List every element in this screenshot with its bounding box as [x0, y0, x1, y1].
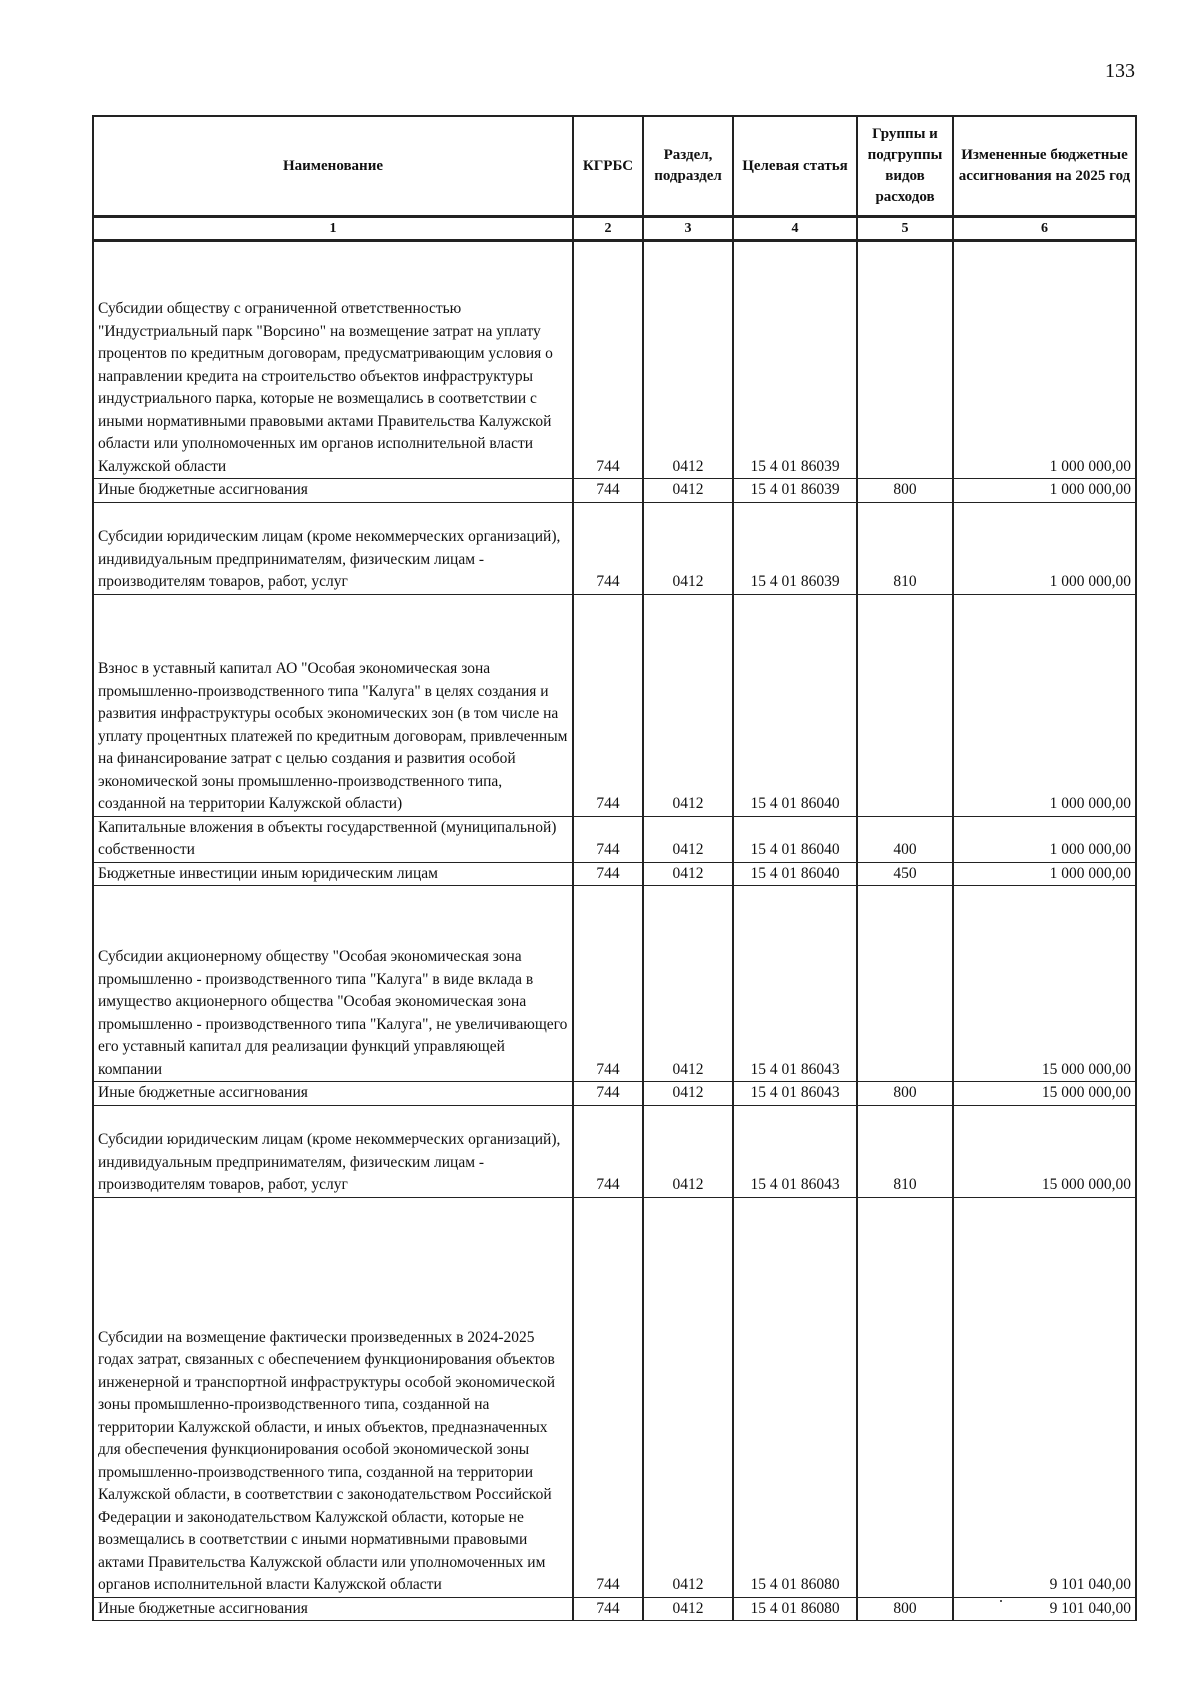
row-group: 800	[857, 1597, 953, 1621]
row-name: Субсидии на возмещение фактически произведенных в 2024-2025 годах затрат, связанных с обеспечением функционирования объектов инженерной и транспортной инфраструктуры особой экономической зоны промышленно-производственного типа, созданной на территории Калужской области, и иных объектов, предназначенных для обеспечения функционирования особой экономической зоны промышленно-производственного типа, созданной на территории Калужской области, в соответствии с законодательством Российской Федерации и законодательством Калужской области, которые не возмещались в соответствии с иными нормативными правовыми актами Правительства Калужской области или уполномоченных им органов исполнительной власти Калужской области	[93, 1197, 573, 1597]
row-section: 0412	[643, 816, 733, 862]
row-article: 15 4 01 86043	[733, 1105, 857, 1197]
row-kgrbs: 744	[573, 479, 643, 503]
table-row	[93, 862, 1136, 886]
row-section: 0412	[643, 479, 733, 503]
budget-table	[92, 115, 1137, 1621]
row-article: 15 4 01 86039	[733, 241, 857, 479]
row-amount: 15 000 000,00	[953, 1082, 1136, 1106]
row-amount: 15 000 000,00	[953, 1105, 1136, 1197]
header-number: 1	[93, 217, 573, 241]
row-amount: 9 101 040,00	[953, 1597, 1136, 1621]
header-amount: Измененные бюджетные ассигнования на 2025 год	[953, 116, 1136, 217]
header-number: 5	[857, 217, 953, 241]
row-amount: 1 000 000,00	[953, 816, 1136, 862]
row-group: 800	[857, 1082, 953, 1106]
row-article: 15 4 01 86040	[733, 862, 857, 886]
row-section: 0412	[643, 241, 733, 479]
table-row	[93, 1597, 1136, 1621]
row-article: 15 4 01 86043	[733, 1082, 857, 1106]
table-row	[93, 241, 1136, 479]
header-number: 2	[573, 217, 643, 241]
row-group: 810	[857, 502, 953, 594]
row-section: 0412	[643, 1597, 733, 1621]
scan-speck	[1000, 1600, 1002, 1602]
row-section: 0412	[643, 862, 733, 886]
header-number: 6	[953, 217, 1136, 241]
row-article: 15 4 01 86080	[733, 1597, 857, 1621]
row-kgrbs: 744	[573, 594, 643, 816]
row-article: 15 4 01 86040	[733, 594, 857, 816]
row-kgrbs: 744	[573, 862, 643, 886]
header-number: 3	[643, 217, 733, 241]
row-amount: 1 000 000,00	[953, 594, 1136, 816]
header-section: Раздел, подраздел	[643, 116, 733, 217]
row-amount: 1 000 000,00	[953, 241, 1136, 479]
row-article: 15 4 01 86043	[733, 886, 857, 1082]
row-article: 15 4 01 86039	[733, 479, 857, 503]
page-number: 133	[1105, 60, 1135, 82]
row-section: 0412	[643, 1197, 733, 1597]
table-row	[93, 1082, 1136, 1106]
row-kgrbs: 744	[573, 502, 643, 594]
row-kgrbs: 744	[573, 886, 643, 1082]
row-name: Бюджетные инвестиции иным юридическим лицам	[93, 862, 573, 886]
row-name: Субсидии юридическим лицам (кроме некоммерческих организаций), индивидуальным предпринимателям, физическим лицам - производителям товаров, работ, услуг	[93, 1105, 573, 1197]
row-section: 0412	[643, 1105, 733, 1197]
header-article: Целевая статья	[733, 116, 857, 217]
row-section: 0412	[643, 1082, 733, 1106]
row-section: 0412	[643, 502, 733, 594]
row-group	[857, 1197, 953, 1597]
header-row	[93, 116, 1136, 217]
row-name: Субсидии акционерному обществу "Особая экономическая зона промышленно - производственного типа "Калуга" в виде вклада в имущество акционерного общества "Особая экономическая зона промышленно - производственного типа "Калуга", не увеличивающего его уставный капитал для реализации функций управляющей компании	[93, 886, 573, 1082]
table-row	[93, 594, 1136, 816]
row-group	[857, 241, 953, 479]
row-group: 400	[857, 816, 953, 862]
row-section: 0412	[643, 594, 733, 816]
table-row	[93, 1105, 1136, 1197]
row-article: 15 4 01 86080	[733, 1197, 857, 1597]
row-name: Субсидии обществу с ограниченной ответственностью "Индустриальный парк "Ворсино" на возмещение затрат на уплату процентов по кредитным договорам, предусматривающим условия о направлении кредита на строительство объектов инфраструктуры индустриального парка, которые не возмещались в соответствии с иными нормативными правовыми актами Правительства Калужской области или уполномоченных им органов исполнительной власти Калужской области	[93, 241, 573, 479]
row-name: Иные бюджетные ассигнования	[93, 1082, 573, 1106]
row-amount: 15 000 000,00	[953, 886, 1136, 1082]
header-number-row	[93, 217, 1136, 241]
row-kgrbs: 744	[573, 1197, 643, 1597]
row-section: 0412	[643, 886, 733, 1082]
row-article: 15 4 01 86040	[733, 816, 857, 862]
row-amount: 1 000 000,00	[953, 862, 1136, 886]
table-row	[93, 816, 1136, 862]
row-amount: 1 000 000,00	[953, 479, 1136, 503]
row-group: 450	[857, 862, 953, 886]
table-row	[93, 502, 1136, 594]
row-amount: 1 000 000,00	[953, 502, 1136, 594]
row-name: Субсидии юридическим лицам (кроме некоммерческих организаций), индивидуальным предпринимателям, физическим лицам - производителям товаров, работ, услуг	[93, 502, 573, 594]
header-number: 4	[733, 217, 857, 241]
header-kgrbs: КГРБС	[573, 116, 643, 217]
row-kgrbs: 744	[573, 241, 643, 479]
header-group: Группы и подгруппы видов расходов	[857, 116, 953, 217]
row-group	[857, 886, 953, 1082]
row-name: Капитальные вложения в объекты государственной (муниципальной) собственности	[93, 816, 573, 862]
row-name: Взнос в уставный капитал АО "Особая экономическая зона промышленно-производственного типа "Калуга" в целях создания и развития инфраструктуры особых экономических зон (в том числе на уплату процентных платежей по кредитным договорам, привлеченным на финансирование затрат с целью создания и развития особой экономической зоны промышленно-производственного типа, созданной на территории Калужской области)	[93, 594, 573, 816]
row-name: Иные бюджетные ассигнования	[93, 479, 573, 503]
table-row	[93, 886, 1136, 1082]
row-kgrbs: 744	[573, 1082, 643, 1106]
row-kgrbs: 744	[573, 1105, 643, 1197]
row-kgrbs: 744	[573, 816, 643, 862]
row-group: 810	[857, 1105, 953, 1197]
row-group: 800	[857, 479, 953, 503]
table-row	[93, 1197, 1136, 1597]
row-article: 15 4 01 86039	[733, 502, 857, 594]
row-name: Иные бюджетные ассигнования	[93, 1597, 573, 1621]
header-name: Наименование	[93, 116, 573, 217]
table-row	[93, 479, 1136, 503]
row-group	[857, 594, 953, 816]
row-amount: 9 101 040,00	[953, 1197, 1136, 1597]
row-kgrbs: 744	[573, 1597, 643, 1621]
